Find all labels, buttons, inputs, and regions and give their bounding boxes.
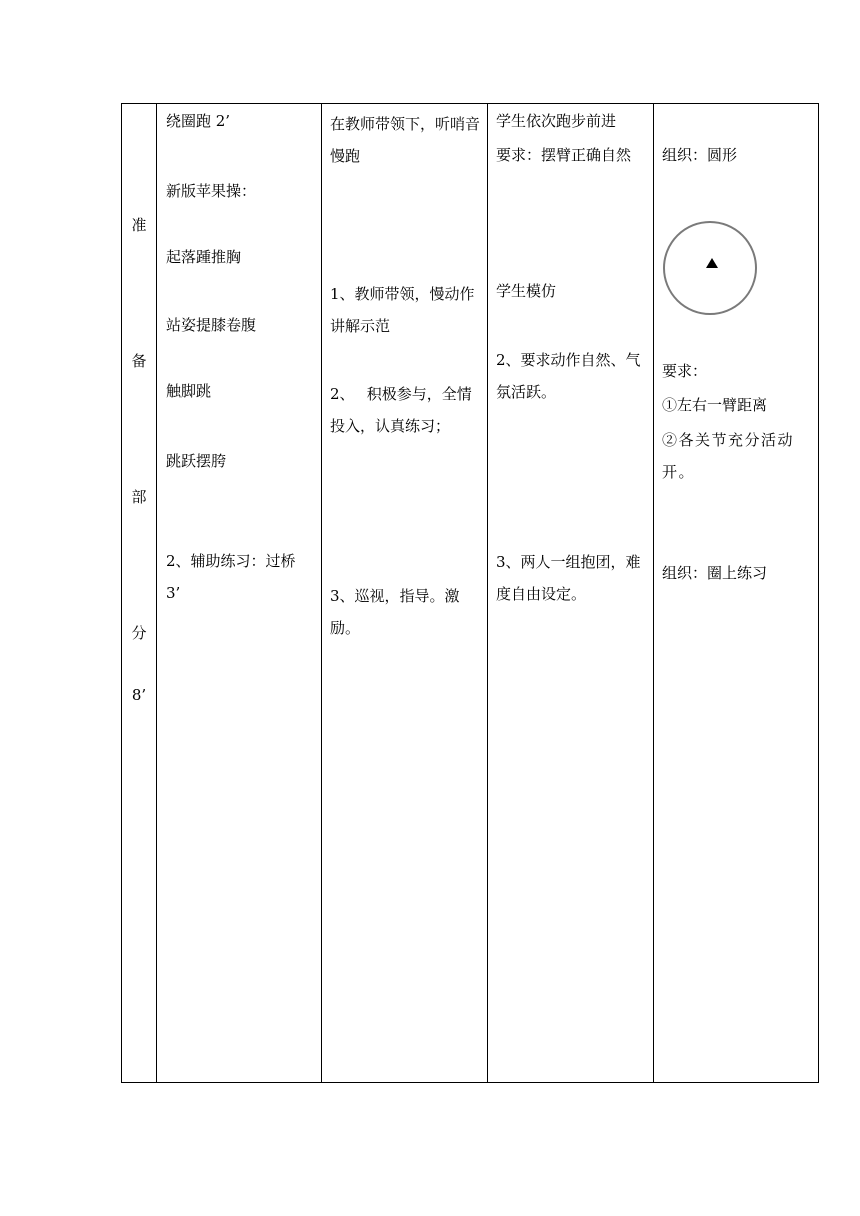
activity-warmup-run: 绕圈跑 2’ <box>166 112 231 130</box>
activity-apple-exercise: 新版苹果操： <box>166 182 257 200</box>
student-text: 3、两人一组抱团，难度自由设定。 <box>496 553 641 603</box>
teacher-text: 在教师带领下，听哨音慢跑 <box>330 115 481 165</box>
student-text: 2、要求动作自然、气氛活跃。 <box>496 351 641 401</box>
column-divider <box>487 104 488 1082</box>
section-duration: 8’ <box>131 686 147 704</box>
requirement-item: ②各关节充分活动开。 <box>662 431 795 481</box>
student-text: 学生模仿 <box>496 282 557 300</box>
requirements-label: 要求： <box>662 362 708 380</box>
activity-aux: 2、辅助练习：过桥 <box>166 552 296 570</box>
teacher-text: 3、巡视，指导。激励。 <box>330 587 460 637</box>
triangle-teacher-marker-icon <box>706 258 718 268</box>
activity-item: 跳跃摆胯 <box>166 452 227 470</box>
column-divider <box>156 104 157 1082</box>
column-divider <box>653 104 654 1082</box>
activity-item: 起落踵推胸 <box>166 248 242 266</box>
student-text: 要求：摆臂正确自然 <box>496 146 632 164</box>
section-char: 准 <box>131 216 147 234</box>
organization-text: 组织：圆形 <box>662 146 738 164</box>
circle-formation-icon <box>663 221 757 315</box>
requirement-item: ①左右一臂距离 <box>662 396 768 414</box>
section-char: 部 <box>131 488 147 506</box>
lesson-plan-table <box>121 103 819 1083</box>
activity-aux-duration: 3’ <box>166 584 181 602</box>
section-char: 分 <box>131 624 147 642</box>
student-text: 学生依次跑步前进 <box>496 112 617 130</box>
organization-text: 组织：圈上练习 <box>662 564 768 582</box>
teacher-text: 1、教师带领，慢动作讲解示范 <box>330 285 475 335</box>
column-divider <box>321 104 322 1082</box>
teacher-text: 2、 积极参与，全情投入，认真练习； <box>330 385 472 435</box>
activity-item: 触脚跳 <box>166 382 212 400</box>
section-char: 备 <box>131 352 147 370</box>
activity-item: 站姿提膝卷腹 <box>166 316 257 334</box>
